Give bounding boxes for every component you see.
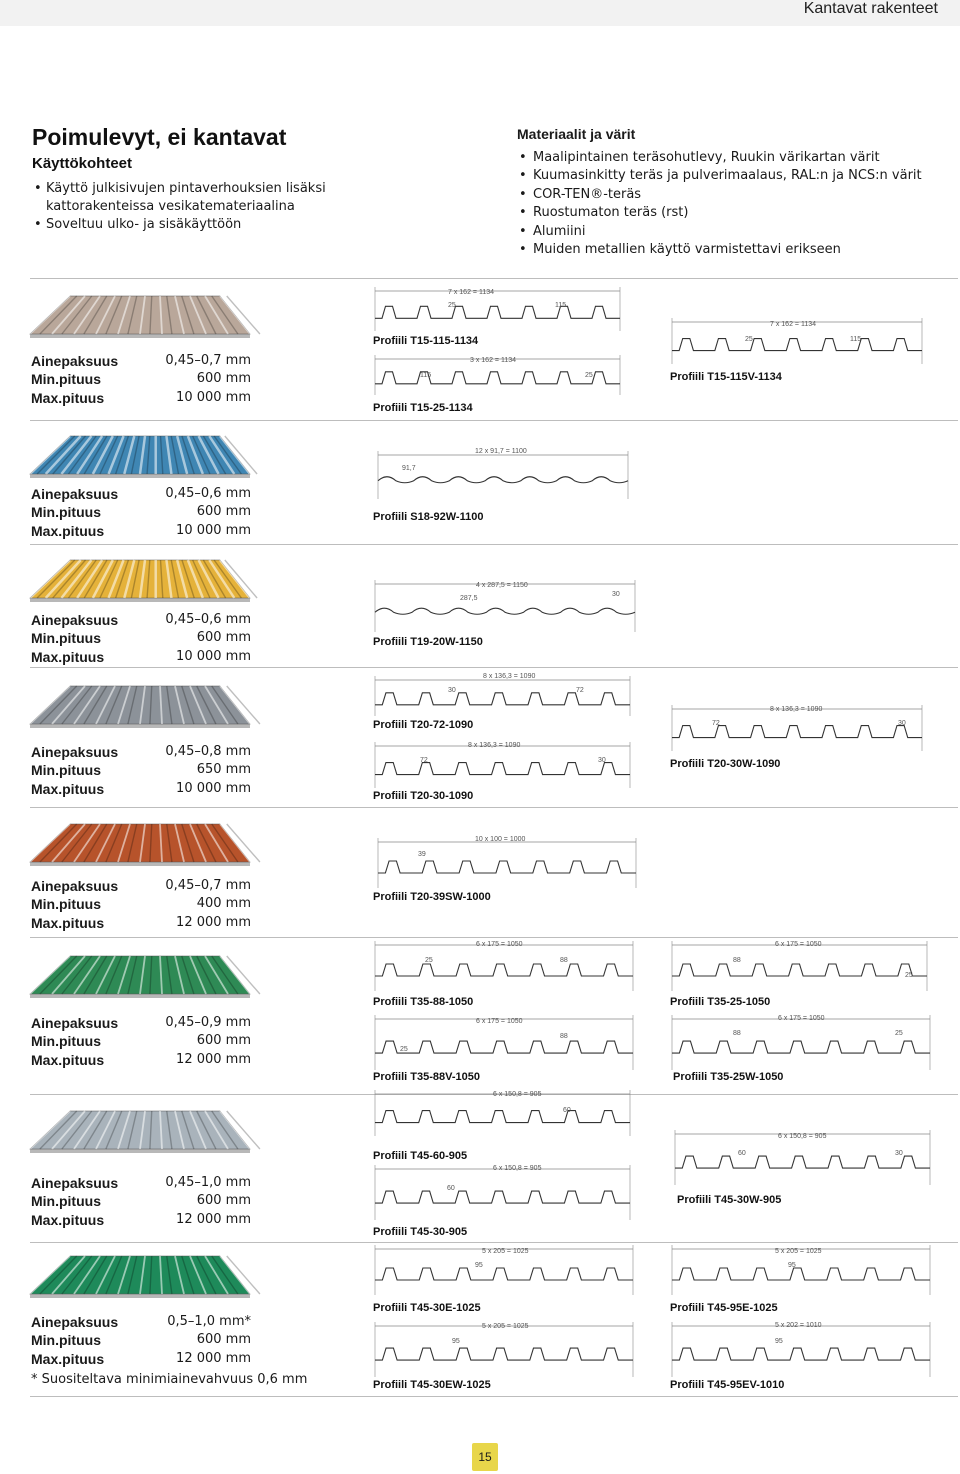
spec-row-min-length bbox=[31, 503, 251, 521]
spec-label: Min.pituus bbox=[31, 896, 101, 913]
material-item: • Maalipintainen teräsohutlevy, Ruukin värikartan värit bbox=[517, 149, 922, 167]
spec-row-thickness bbox=[31, 1014, 251, 1032]
spec-table bbox=[31, 1174, 251, 1229]
spec-value: 10 000 mm bbox=[176, 522, 251, 538]
section-title: Kantavat rakenteet bbox=[803, 0, 938, 17]
spec-label: Min.pituus bbox=[31, 1193, 101, 1210]
spec-row-max-length bbox=[31, 1051, 251, 1069]
profile-drawing bbox=[375, 941, 633, 991]
profile-drawing bbox=[672, 1322, 930, 1377]
spec-value: 0,5–1,0 mm* bbox=[167, 1314, 251, 1329]
dimension-text: 30 bbox=[895, 1150, 903, 1157]
dimension-text: 8 x 136,3 = 1090 bbox=[770, 706, 823, 713]
profile-label: Profiili T15-115-1134 bbox=[373, 335, 479, 347]
spec-label: Ainepaksuus bbox=[31, 612, 119, 628]
profile-drawing bbox=[375, 1322, 633, 1377]
spec-label: Ainepaksuus bbox=[31, 353, 119, 369]
spec-label: Ainepaksuus bbox=[31, 1175, 119, 1191]
profile-label: Profiili T20-30W-1090 bbox=[670, 758, 781, 770]
profile-drawing bbox=[375, 1165, 630, 1220]
spec-value: 0,45–0,6 mm bbox=[165, 612, 251, 627]
usage-list bbox=[32, 180, 362, 234]
dimension-text: 6 x 175 = 1050 bbox=[476, 941, 523, 948]
spec-label: Max.pituus bbox=[31, 1350, 105, 1367]
spec-row-min-length bbox=[31, 629, 251, 647]
dimension-text: 88 bbox=[733, 1030, 741, 1037]
profile-label: Profiili T15-115V-1134 bbox=[670, 371, 782, 383]
spec-value: 0,45–1,0 mm bbox=[165, 1175, 251, 1190]
profile-drawing bbox=[672, 941, 927, 991]
dimension-text: 25 bbox=[745, 336, 753, 343]
spec-value: 0,45–0,6 mm bbox=[165, 486, 251, 501]
dimension-text: 95 bbox=[452, 1338, 460, 1345]
sheet-image bbox=[30, 950, 250, 1000]
dimension-text: 30 bbox=[448, 687, 456, 694]
dimension-text: 95 bbox=[788, 1262, 796, 1269]
spec-label: Ainepaksuus bbox=[31, 486, 119, 502]
materials-list bbox=[517, 149, 922, 259]
dimension-text: 4 x 287,5 = 1150 bbox=[476, 582, 528, 589]
page-title: Poimulevyt, ei kantavat bbox=[32, 124, 287, 150]
profile-label: Profiili T45-30EW-1025 bbox=[373, 1379, 491, 1391]
spec-label: Max.pituus bbox=[31, 648, 105, 665]
profile-label: Profiili T45-95EV-1010 bbox=[670, 1379, 785, 1391]
spec-label: Ainepaksuus bbox=[31, 744, 119, 760]
profile-label: Profiili T20-39SW-1000 bbox=[373, 891, 491, 903]
spec-row-min-length bbox=[31, 370, 251, 388]
dimension-text: 6 x 150,8 = 905 bbox=[493, 1091, 542, 1098]
dimension-text: 8 x 136,3 = 1090 bbox=[468, 742, 521, 749]
spec-label: Min.pituus bbox=[31, 630, 101, 647]
spec-value: 10 000 mm bbox=[176, 648, 251, 664]
spec-row-thickness bbox=[31, 1174, 251, 1192]
dimension-text: 5 x 205 = 1025 bbox=[775, 1248, 822, 1255]
profile-label: Profiili T45-30W-905 bbox=[677, 1194, 782, 1206]
profile-label: Profiili T20-30-1090 bbox=[373, 790, 474, 802]
spec-label: Min.pituus bbox=[31, 371, 101, 388]
spec-value: 12 000 mm bbox=[176, 914, 251, 930]
dimension-text: 115 bbox=[850, 336, 862, 343]
dimension-text: 6 x 150,8 = 905 bbox=[778, 1133, 827, 1140]
sheet-image bbox=[30, 290, 250, 340]
usage-item: • Soveltuu ulko- ja sisäkäyttöön bbox=[32, 216, 362, 234]
spec-value: 10 000 mm bbox=[176, 389, 251, 405]
spec-row-min-length bbox=[31, 1032, 251, 1050]
section-divider bbox=[30, 420, 958, 421]
spec-value: 12 000 mm bbox=[176, 1350, 251, 1366]
spec-label: Max.pituus bbox=[31, 1051, 105, 1068]
spec-value: 600 mm bbox=[196, 1193, 251, 1209]
spec-row-max-length bbox=[31, 389, 251, 407]
dimension-text: 72 bbox=[576, 687, 584, 694]
spec-label: Min.pituus bbox=[31, 1332, 101, 1349]
spec-table bbox=[31, 1014, 251, 1069]
dimension-text: 5 x 202 = 1010 bbox=[775, 1322, 822, 1329]
spec-table bbox=[31, 1313, 251, 1368]
dimension-text: 25 bbox=[448, 302, 456, 309]
sheet-image bbox=[30, 430, 250, 480]
dimension-text: 60 bbox=[738, 1150, 746, 1157]
section-divider bbox=[30, 937, 958, 938]
dimension-text: 39 bbox=[418, 851, 426, 858]
dimension-text: 7 x 162 = 1134 bbox=[770, 321, 816, 328]
dimension-text: 287,5 bbox=[460, 595, 478, 602]
sheet-image bbox=[30, 1105, 250, 1155]
profile-drawing bbox=[375, 287, 620, 331]
material-item: • COR-TEN®-teräs bbox=[517, 186, 922, 204]
dimension-text: 7 x 162 = 1134 bbox=[448, 289, 494, 296]
spec-value: 12 000 mm bbox=[176, 1051, 251, 1067]
spec-value: 0,45–0,7 mm bbox=[165, 353, 251, 368]
spec-value: 600 mm bbox=[196, 371, 251, 387]
dimension-text: 88 bbox=[560, 1033, 568, 1040]
sheet-image bbox=[30, 1250, 250, 1300]
dimension-text: 6 x 150,8 = 905 bbox=[493, 1165, 542, 1172]
usage-item: • Käyttö julkisivujen pintaverhouksien lisäksi kattorakenteissa vesikatemateriaalina bbox=[32, 180, 362, 216]
spec-row-min-length bbox=[31, 895, 251, 913]
spec-value: 0,45–0,8 mm bbox=[165, 744, 251, 759]
dimension-text: 6 x 175 = 1050 bbox=[775, 941, 822, 948]
spec-row-thickness bbox=[31, 485, 251, 503]
dimension-text: 8 x 136,3 = 1090 bbox=[483, 673, 536, 680]
profile-label: Profiili T45-60-905 bbox=[373, 1150, 468, 1162]
spec-label: Max.pituus bbox=[31, 1211, 105, 1228]
spec-label: Max.pituus bbox=[31, 522, 105, 539]
section-divider bbox=[30, 807, 958, 808]
spec-value: 600 mm bbox=[196, 630, 251, 646]
profile-label: Profiili T45-30-905 bbox=[373, 1226, 468, 1238]
profile-label: Profiili T35-88V-1050 bbox=[373, 1071, 480, 1083]
spec-value: 600 mm bbox=[196, 1332, 251, 1348]
profile-drawing bbox=[378, 838, 636, 888]
dimension-text: 25 bbox=[425, 957, 433, 964]
spec-table bbox=[31, 485, 251, 540]
dimension-text: 115 bbox=[420, 372, 432, 379]
dimension-text: 10 x 100 = 1000 bbox=[475, 836, 526, 843]
dimension-text: 72 bbox=[712, 720, 720, 727]
spec-label: Ainepaksuus bbox=[31, 1314, 119, 1330]
spec-value: 12 000 mm bbox=[176, 1211, 251, 1227]
spec-label: Ainepaksuus bbox=[31, 878, 119, 894]
spec-label: Max.pituus bbox=[31, 914, 105, 931]
dimension-text: 12 x 91,7 = 1100 bbox=[475, 448, 527, 455]
dimension-text: 88 bbox=[733, 957, 741, 964]
dimension-text: 115 bbox=[555, 302, 567, 309]
dimension-text: 60 bbox=[447, 1185, 455, 1192]
dimension-text: 30 bbox=[898, 720, 906, 727]
spec-value: 400 mm bbox=[196, 896, 251, 912]
spec-row-thickness bbox=[31, 352, 251, 370]
material-item: • Alumiini bbox=[517, 223, 922, 241]
section-divider bbox=[30, 1396, 958, 1397]
profile-label: Profiili T15-25-1134 bbox=[373, 402, 473, 414]
dimension-text: 72 bbox=[420, 757, 428, 764]
sheet-image bbox=[30, 680, 250, 730]
dimension-text: 5 x 205 = 1025 bbox=[482, 1248, 529, 1255]
spec-row-max-length bbox=[31, 914, 251, 932]
section-divider bbox=[30, 278, 958, 279]
dimension-text: 95 bbox=[775, 1338, 783, 1345]
profile-label: Profiili T45-95E-1025 bbox=[670, 1302, 778, 1314]
dimension-text: 95 bbox=[475, 1262, 483, 1269]
dimension-text: 91,7 bbox=[402, 465, 416, 472]
spec-label: Max.pituus bbox=[31, 389, 105, 406]
spec-table bbox=[31, 877, 251, 932]
section-divider bbox=[30, 544, 958, 545]
section-divider bbox=[30, 1242, 958, 1243]
dimension-text: 25 bbox=[905, 972, 913, 979]
sheet-image bbox=[30, 818, 250, 868]
profile-label: Profiili T35-88-1050 bbox=[373, 996, 474, 1008]
dimension-text: 88 bbox=[560, 957, 568, 964]
sheet-image bbox=[30, 554, 250, 604]
spec-value: 10 000 mm bbox=[176, 780, 251, 796]
spec-row-max-length bbox=[31, 1211, 251, 1229]
section-divider bbox=[30, 667, 958, 668]
profile-label: Profiili T35-25-1050 bbox=[670, 996, 771, 1008]
profile-label: Profiili T19-20W-1150 bbox=[373, 636, 483, 648]
spec-label: Max.pituus bbox=[31, 780, 105, 797]
dimension-text: 6 x 175 = 1050 bbox=[476, 1018, 523, 1025]
dimension-text: 5 x 205 = 1025 bbox=[482, 1323, 529, 1330]
spec-value: 0,45–0,7 mm bbox=[165, 878, 251, 893]
page-number: 15 bbox=[472, 1443, 498, 1471]
spec-row-thickness bbox=[31, 1313, 251, 1331]
spec-label: Min.pituus bbox=[31, 504, 101, 521]
dimension-text: 30 bbox=[612, 591, 620, 598]
profile-label: Profiili T20-72-1090 bbox=[373, 719, 474, 731]
profile-drawing bbox=[378, 451, 628, 499]
spec-label: Min.pituus bbox=[31, 1033, 101, 1050]
spec-row-min-length bbox=[31, 1192, 251, 1210]
spec-value: 650 mm bbox=[196, 762, 251, 778]
spec-row-thickness bbox=[31, 877, 251, 895]
spec-table bbox=[31, 611, 251, 666]
spec-value: 600 mm bbox=[196, 504, 251, 520]
spec-row-min-length bbox=[31, 761, 251, 779]
spec-row-max-length bbox=[31, 1350, 251, 1368]
spec-table bbox=[31, 352, 251, 407]
dimension-text: 25 bbox=[400, 1046, 408, 1053]
dimension-text: 25 bbox=[585, 372, 593, 379]
spec-value: 600 mm bbox=[196, 1033, 251, 1049]
dimension-text: 30 bbox=[598, 757, 606, 764]
spec-row-thickness bbox=[31, 611, 251, 629]
profile-label: Profiili T45-30E-1025 bbox=[373, 1302, 481, 1314]
spec-row-max-length bbox=[31, 780, 251, 798]
profile-label: Profiili S18-92W-1100 bbox=[373, 511, 484, 523]
spec-row-thickness bbox=[31, 743, 251, 761]
spec-row-max-length bbox=[31, 522, 251, 540]
spec-label: Ainepaksuus bbox=[31, 1015, 119, 1031]
materials-title: Materiaalit ja värit bbox=[517, 126, 636, 142]
spec-row-min-length bbox=[31, 1331, 251, 1349]
spec-label: Min.pituus bbox=[31, 762, 101, 779]
dimension-text: 6 x 175 = 1050 bbox=[778, 1015, 825, 1022]
spec-value: 0,45–0,9 mm bbox=[165, 1015, 251, 1030]
usage-subtitle: Käyttökohteet bbox=[32, 155, 133, 172]
profile-drawing bbox=[375, 676, 630, 716]
spec-row-max-length bbox=[31, 648, 251, 666]
dimension-text: 3 x 162 = 1134 bbox=[470, 357, 516, 364]
material-item: • Ruostumaton teräs (rst) bbox=[517, 204, 922, 222]
profile-label: Profiili T35-25W-1050 bbox=[673, 1071, 784, 1083]
footnote: * Suositeltava minimiainevahvuus 0,6 mm bbox=[31, 1372, 308, 1387]
dimension-text: 60 bbox=[563, 1107, 571, 1114]
dimension-text: 25 bbox=[895, 1030, 903, 1037]
spec-table bbox=[31, 743, 251, 798]
profile-drawing bbox=[672, 1015, 930, 1070]
material-item: • Muiden metallien käyttö varmistettavi erikseen bbox=[517, 241, 922, 259]
material-item: • Kuumasinkitty teräs ja pulverimaalaus, RAL:n ja NCS:n värit bbox=[517, 167, 922, 185]
